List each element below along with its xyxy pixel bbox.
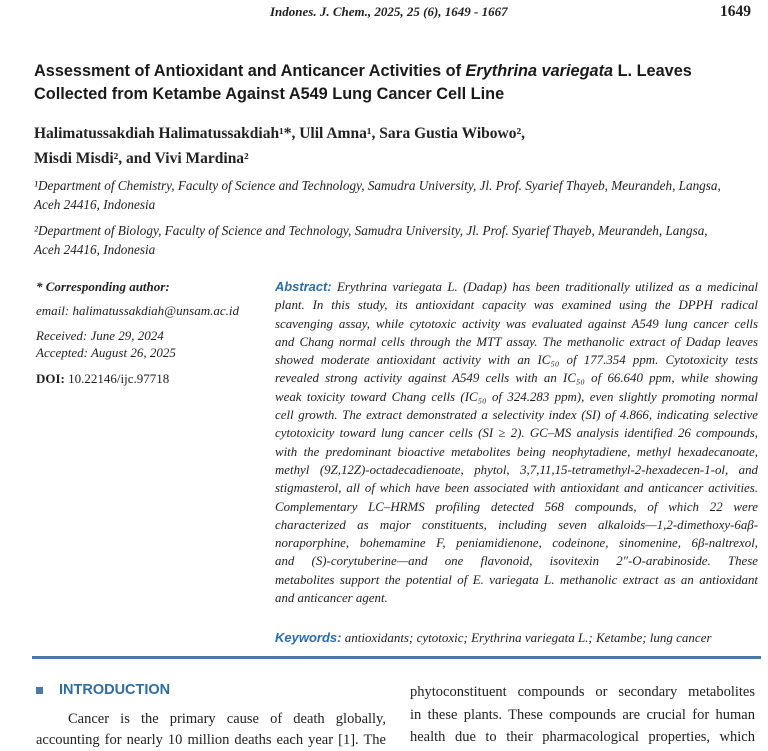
abstract-line: characterized as major constituents, including seven alkaloids—1,2-dimethoxy-6aβ- [275,517,758,532]
keywords-text: antioxidants; cytotoxic; Erythrina variegata L.; Ketambe; lung cancer [341,630,712,645]
abstract [275,278,758,607]
abstract-line: methyl (9Z,12Z)-octadecadienoate, phytol, 3,7,11,15-tetramethyl-2-hexadecen-1-ol, and [275,462,758,477]
email[interactable]: email: halimatussakdiah@unsam.ac.id [36,303,239,318]
body-column-left [36,709,386,751]
heading-text: INTRODUCTION [59,682,171,698]
abstract-line: with the predominant bioactive metabolites being neophytadiene, methyl hexadecanoate, [275,444,758,459]
affiliation-2 [34,221,758,259]
section-heading-introduction [36,682,170,698]
doi[interactable] [36,371,266,387]
abstract-text: Erythrina variegata L. (Dadap) has been traditionally utilized as a medicinal [331,280,758,294]
title-species: Erythrina variegata [465,62,614,80]
body-line: phytoconstituent compounds or secondary metabolites [410,684,755,700]
abstract-line [275,278,758,296]
affiliation-line: ¹Department of Chemistry, Faculty of Science and Technology, Samudra University, Jl. Prof. Syarief Thayeb, Meurandeh, Langsa, [34,178,721,193]
article-info [36,279,266,387]
page-number: 1649 [720,3,751,20]
corresponding-label: * Corresponding author: [36,279,170,294]
paper-title [34,60,744,106]
body-column-right [410,681,755,749]
keywords [275,630,712,646]
authors [34,121,525,171]
received-date: Received: June 29, 2024 [36,328,164,343]
affiliation-1 [34,176,758,214]
abstract-line: and (S)-corytuberine—and one flavonoid, isovitexin 2″-O-arabinoside. These [275,554,758,569]
authors-line: Halimatussakdiah Halimatussakdiah¹*, Ulil Amna¹, Sara Gustia Wibowo², [34,125,525,142]
title-text: Assessment of Antioxidant and Anticancer Activities of [34,62,466,80]
abstract-line: cell growth. The extract demonstrated a selectivity index (SI) of 4.866, indicating selective [275,408,758,423]
title-text: Collected from Ketambe Against A549 Lung Cancer Cell Line [34,85,505,103]
abstract-label: Abstract: [275,279,332,294]
abstract-line: revealed strong activity against A549 cells with an IC₅₀ of 66.640 ppm, while showing [275,371,758,386]
body-line: in these plants. These compounds are crucial for human [410,706,755,723]
running-header: Indones. J. Chem., 2025, 25 (6), 1649 - 1667 [270,4,508,19]
abstract-line: stigmasterol, all of which have been associated with antioxidant and anticancer activities. [275,481,758,496]
abstract-line: showed moderate antioxidant activity with an IC₅₀ of 177.354 ppm. Cytotoxicity tests [275,353,758,368]
bullet-square-icon [36,687,43,694]
abstract-line: noraporphine, bohemamine F, peniamidienone, codeinone, sinomenine, 6β-naltrexol, [275,536,758,551]
affiliation-line: Aceh 24416, Indonesia [34,242,156,257]
abstract-line: cytotoxicity toward lung cancer cells (SI ≥ 2). GC–MS analysis identified 26 compounds, [275,426,758,441]
section-divider [32,656,761,659]
doi-label: DOI: [36,371,65,386]
affiliation-line: ²Department of Biology, Faculty of Science and Technology, Samudra University, Jl. Prof. Syarief Thayeb, Meurandeh, Langsa, [34,223,708,238]
accepted-date: Accepted: August 26, 2025 [36,345,176,360]
abstract-line: Complementary LC–HRMS profiling detected 568 compounds, of which 22 were [275,499,758,514]
body-line: accounting for nearly 10 million deaths each year [1]. The [36,732,386,748]
title-text: L. Leaves [613,62,692,80]
abstract-line: metabolites support the potential of E. variegata L. methanolic extract as an antioxidant [275,572,758,587]
abstract-line: scavenging assay, while cytotoxic activity was evaluated against A549 lung cancer cells [275,316,758,331]
body-line: Cancer is the primary cause of death globally, [68,711,386,727]
abstract-line: and Chang normal cells through the MTT assay. The methanolic extract of Dadap leaves [275,334,758,349]
doi-value: 10.22146/ijc.97718 [64,371,170,386]
authors-line: Misdi Misdi², and Vivi Mardina² [34,150,249,167]
affiliation-line: Aceh 24416, Indonesia [34,197,156,212]
abstract-line: and anticancer agent. [275,591,388,606]
keywords-label: Keywords: [275,630,342,645]
body-line: health due to their pharmacological properties, which [410,729,755,745]
abstract-line: weak toxicity toward Chang cells (IC₅₀ of 324.283 ppm), even slightly promoting normal [275,389,758,404]
abstract-line: plant. In this study, its antioxidant capacity was examined using the DPPH radical [275,298,758,313]
